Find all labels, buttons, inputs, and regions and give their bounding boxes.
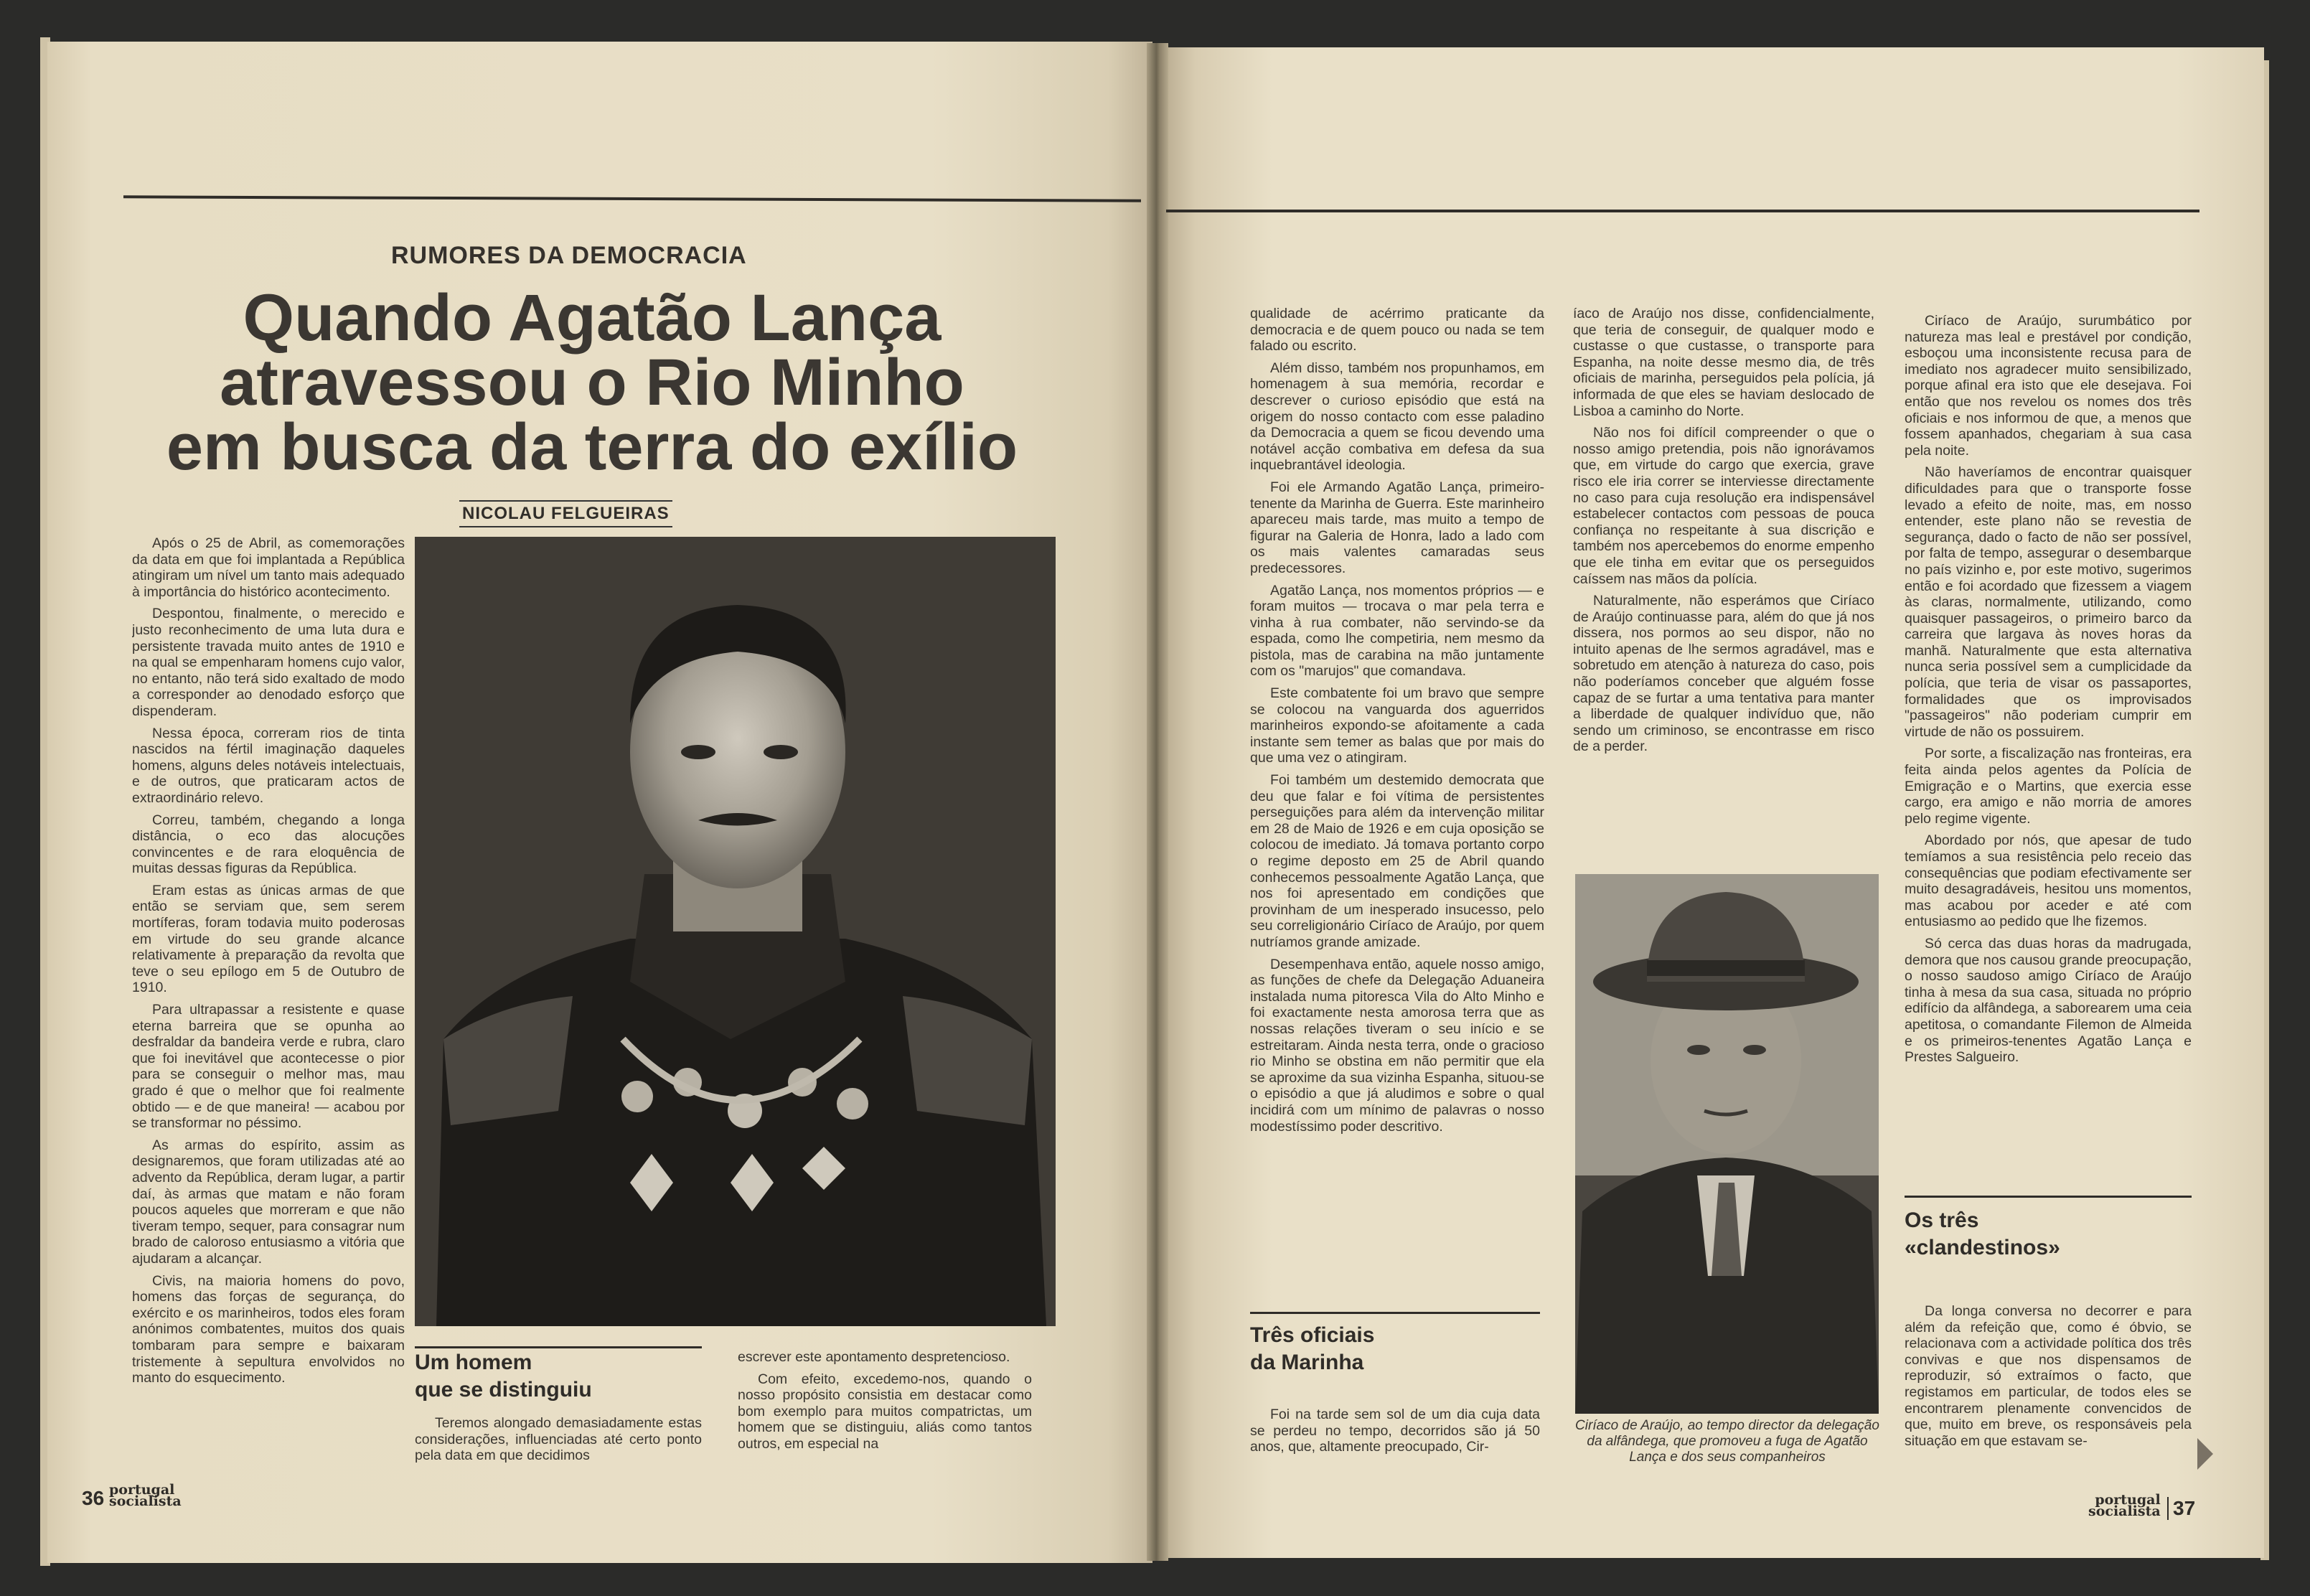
- paragraph: qualidade de acérrimo praticante da democracia e de quem pouco ou nada se tem falado ou escrito.: [1250, 306, 1544, 355]
- logo-line-2: socialista: [2088, 1503, 2161, 1519]
- subhead-line-1: Os três: [1905, 1208, 1979, 1232]
- byline: NICOLAU FELGUEIRAS: [459, 500, 672, 527]
- paragraph: escrever este apontamento despretencioso.: [738, 1349, 1010, 1365]
- paragraph: Eram estas as únicas armas de que então se serviam que, sem serem mortíferas, foram todavia muito poderosas em virtude do seu grande alcance relativamente à preparação da revolta que teve o seu epílogo em 5 de Outubro de 1910.: [132, 882, 405, 996]
- paragraph: Ciríaco de Araújo, surumbático por natureza mas leal e prestável por condição, esboçou uma inconsistente recusa para de imediato nos agradecer muito sensibilizado, porque afinal era isto que ele desejava. Foi então que nos revelou os nomes dos três oficiais e nos informou de que, a menos que fossem apanhados, chegariam à sua casa pela noite.: [1905, 313, 2192, 459]
- right-column-1: [1250, 306, 1544, 1296]
- right-column-1-tail: [1250, 1407, 1540, 1461]
- gutter: [1147, 43, 1168, 1561]
- paragraph: As armas do espírito, assim as designaremos, que foram utilizadas até ao advento da República, deram lugar, a partir daí, às armas que matam e não foram poucos aqueles que morreram e que não tiveram tempo, sequer, para consagrar num brado de caloroso entusiasmo a vitória que ajudaram a alcançar.: [132, 1137, 405, 1267]
- left-column-1: [132, 535, 405, 1461]
- paragraph: Foi ele Armando Agatão Lança, primeiro-tenente da Marinha de Guerra. Este marinheiro apareceu mais tarde, mas muito a tempo de figurar na Galeria de Honra, lado a lado com os mais valentes camaradas seus predecessores.: [1250, 479, 1544, 576]
- subhead-line-1: Um homem: [415, 1351, 532, 1374]
- logo-line-2: socialista: [109, 1493, 182, 1509]
- continue-arrow-icon: [2197, 1438, 2213, 1470]
- portrait-illustration: [415, 537, 1056, 1326]
- paragraph: Correu, também, chegando a longa distância, o eco das alocuções convincentes e de rara eloquência de muitas dessas figuras da República.: [132, 812, 405, 877]
- left-column-2: [415, 1415, 702, 1470]
- publication-logo-left: [109, 1484, 182, 1507]
- paragraph: Abordado por nós, que apesar de tudo temíamos a sua resistência pelo receio das consequências que podiam efectivamente ser muito desagradáveis, hesitou uns momentos, mas acabou por aceder e até com entusiasmo ao pedido que lhe fizemos.: [1905, 832, 2192, 930]
- paragraph: Foi também um destemido democrata que deu que falar e foi vítima de persistentes perseguições para além da intervenção militar em 28 de Maio de 1926 e em cuja oposição se colocou de imediato. Já tomava portanto corpo o regime deposto em 25 de Abril quando conhecemos pessoalmente Agatão Lança, que nos foi apresentado em condições que provinham de um inesperado insucesso, pelo seu correligionário Ciríaco de Araújo, por quem nutríamos grande amizade.: [1250, 772, 1544, 950]
- paragraph: Com efeito, excedemo-nos, quando o nosso propósito consistia em destacar como bom exemplo para muitos compatrictas, um homem que se distinguiu, aliás como tantos outros, em especial na: [738, 1371, 1032, 1452]
- paragraph: Para ultrapassar a resistente e quase eterna barreira que se opunha ao desfraldar da bandeira verde e rubra, claro que foi inevitável que acontecesse o pior para se conseguir o melhor mas, mau grado é que o melhor que foi realmente obtido — e de que maneira! — acabou por se transformar no péssimo.: [132, 1002, 405, 1132]
- logo-line-1: portugal: [109, 1482, 175, 1498]
- paragraph: Naturalmente, não esperámos que Ciríaco de Araújo continuasse para, além do que já nos dissera, nos pormos ao seu dispor, não no intuito apenas de lhe sermos agradável, mas e sobretudo em atenção à natureza do caso, pois não poderíamos conceber que alguém fosse capaz de se furtar a uma tentativa para manter a liberdade de qualquer indivíduo que, não sendo um criminoso, se encontrasse em risco de a perder.: [1573, 593, 1874, 755]
- headline-line-3: em busca da terra do exílio: [166, 410, 1018, 484]
- page-number-left: 36: [82, 1487, 105, 1509]
- headline-line-2: atravessou o Rio Minho: [220, 346, 964, 419]
- headline-line-1: Quando Agatão Lança: [243, 281, 942, 355]
- subhead-line-2: «clandestinos»: [1905, 1236, 2060, 1259]
- subhead-rule: [415, 1346, 702, 1348]
- subhead-line-2: que se distinguiu: [415, 1378, 592, 1402]
- subhead-rule: [1905, 1196, 2192, 1198]
- subhead-line-2: da Marinha: [1250, 1351, 1364, 1374]
- paragraph: Não haveríamos de encontrar quaisquer dificuldades para que o transporte fosse levado a efeito de noite, mas, em nosso entender, este plano não se revestia de segurança, dado o facto de não ser possível, por falta de tempo, assegurar o desembarque no país vizinho e, por este motivo, sugerimos então e foi acordado que fizessem a viagem às claras, normalmente, utilizando, como quaisquer passageiros, o primeiro barco da carreira que largava às noves horas da manhã. Naturalmente que esta alternativa nunca seria possível sem a cumplicidade da polícia, que teria de visar os passaportes, formalidades que os improvisados "passageiros" não poderiam cumprir em virtude de não os possuirem.: [1905, 464, 2192, 740]
- paragraph: Por sorte, a fiscalização nas fronteiras, era feita ainda pelos agentes da Polícia de Emigração e o Martins, que exercia esse cargo, era amigo e não morria de amores pelo regime vigente.: [1905, 746, 2192, 827]
- logo-line-1: portugal: [2095, 1492, 2161, 1508]
- page-number-right: 37: [2167, 1497, 2195, 1520]
- subhead-os-tres-clandestinos: [1905, 1207, 2192, 1262]
- paragraph: Nessa época, correram rios de tinta nascidos na fértil imaginação daqueles homens, alguns deles notáveis intelectuais, e de outros, que praticaram actos de extraordinário relevo.: [132, 725, 405, 806]
- man-in-hat-illustration: [1575, 874, 1879, 1414]
- subhead-rule: [1250, 1312, 1540, 1314]
- paragraph: Após o 25 de Abril, as comemorações da data em que foi implantada a República atingiram um nível um tanto mais adequado à importância do histórico acontecimento.: [132, 535, 405, 600]
- photo-ciriaco-de-araujo: [1575, 874, 1879, 1414]
- paragraph: Da longa conversa no decorrer e para além da refeição que, como é óbvio, se relacionava com a actividade política dos três convivas e que nos dispensamos de reproduzir, só extraímos o facto, que registamos em particular, de todos eles se encontrarem plenamente convencidos de que, muito em breve, os responsáveis pela situação em que estavam se-: [1905, 1303, 2192, 1449]
- subhead-line-1: Três oficiais: [1250, 1323, 1375, 1347]
- right-column-3-tail: [1905, 1303, 2192, 1455]
- right-column-3: [1905, 313, 2192, 1196]
- subhead-um-homem: [415, 1349, 673, 1404]
- left-column-3: [738, 1349, 1032, 1458]
- paragraph: Este combatente foi um bravo que sempre se colocou na vanguarda dos aguerridos marinheiros expondo-se afoitamente a cada instante sem temer as balas que por mais do que uma vez o atingiram.: [1250, 685, 1544, 766]
- paragraph: Agatão Lança, nos momentos próprios — e foram muitos — trocava o mar pela terra e vinha à rua combater, não servindo-se da espada, como lhe competiria, nem mesmo da pistola, mas de carabina na mão juntamente com os "marujos" que comandava.: [1250, 582, 1544, 680]
- photo-caption: Ciríaco de Araújo, ao tempo director da delegação da alfândega, que promoveu a fuga de Agatão Lança e dos seus companheiros: [1575, 1418, 1879, 1465]
- kicker: RUMORES DA DEMOCRACIA: [391, 242, 747, 269]
- publication-logo-right: [2088, 1494, 2161, 1517]
- paragraph: Foi na tarde sem sol de um dia cuja data se perdeu no tempo, decorridos são já 50 anos, que, altamente preocupado, Cir-: [1250, 1407, 1540, 1455]
- paragraph: Desempenhava então, aquele nosso amigo, as funções de chefe da Delegação Aduaneira instalada numa pitoresca Vila do Alto Minho e foi exactamente nesta amorosa terra que as nossas relações tiveram o seu início e se estreitaram. Ainda nesta terra, onde o gracioso rio Minho se obstina em não permitir que ela se aproxime da sua vizinha Espanha, situou-se o episódio a que já aludimos e sobre o qual incidirá com um mínimo de palavras o nosso modestíssimo poder descritivo.: [1250, 956, 1544, 1135]
- portrait-photo-agatao-lanca: [415, 537, 1056, 1326]
- paragraph: Não nos foi difícil compreender o que o nosso amigo pretendia, pois não ignorávamos que, em virtude do cargo que exercia, grave risco ele iria correr se interviesse directamente no caso para cuja resolução era indispensável estabelecer contactos com pessoas de pouca confiança no respeitante à sua discrição e também nos apercebemos do enorme empenho que ele tinha em evitar que os perseguidos caíssem nas mãos da polícia.: [1573, 425, 1874, 587]
- paragraph: Civis, na maioria homens do povo, homens das forças de segurança, do exército e os marinheiros, todos eles foram anónimos combatentes, muitos dos quais tombaram para sempre e baixaram tristemente à sepultura envolvidos no manto do esquecimento.: [132, 1272, 405, 1386]
- paragraph: íaco de Araújo nos disse, confidencialmente, que teria de conseguir, de qualquer modo e custasse o que custasse, o transporte para Espanha, na noite desse mesmo dia, de três oficiais de marinha, perseguidos pela polícia, já informada de que eles se haviam deslocado de Lisboa a caminho do Norte.: [1573, 306, 1874, 419]
- paragraph: Só cerca das duas horas da madrugada, demora que nos causou grande preocupação, o nosso saudoso amigo Ciríaco de Araújo tinha à mesa da sua casa, situada no próprio edifício da alfândega, a saborearem uma ceia apetitosa, o comandante Filemon de Almeida e os primeiros-tenentes Agatão Lança e Prestes Salgueiro.: [1905, 935, 2192, 1066]
- top-rule-right: [1166, 210, 2199, 212]
- right-column-2: [1573, 306, 1874, 865]
- headline: [136, 281, 1048, 484]
- paragraph: Despontou, finalmente, o merecido e justo reconhecimento de uma luta dura e persistente travada muito antes de 1910 e na qual se empenharam homens cujo valor, no entanto, não terá sido exaltado de modo a corresponder ao denodado esforço que dispenderam.: [132, 606, 405, 719]
- paragraph: Teremos alongado demasiadamente estas considerações, influenciadas até certo ponto pela data em que decidimos: [415, 1415, 702, 1464]
- paragraph: Além disso, também nos propunhamos, em homenagem à sua memória, recordar e descrever o curioso episódio que está na origem do nosso contacto com esse paladino da Democracia a quem se ficou devendo uma notável acção combativa em defesa da sua inquebrantável ideologia.: [1250, 360, 1544, 474]
- subhead-tres-oficiais: [1250, 1322, 1537, 1376]
